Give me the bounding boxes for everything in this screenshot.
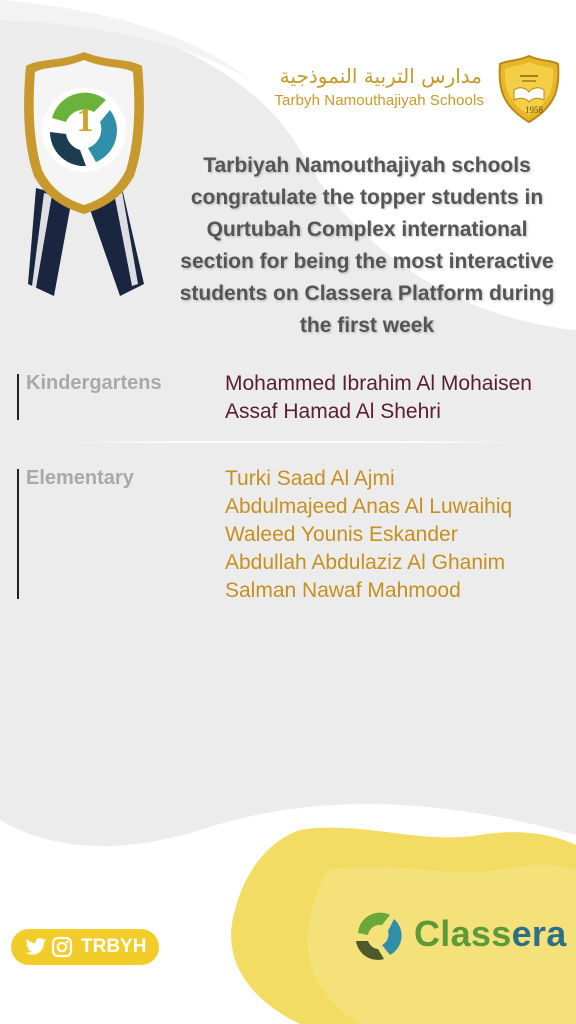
school-name-english: Tarbyh Namouthajiyah Schools — [274, 92, 484, 109]
student-name: Turki Saad Al Ajmi — [225, 467, 395, 490]
classera-logo — [350, 905, 565, 965]
student-name: Waleed Younis Eskander — [225, 523, 458, 546]
section-divider-bar — [17, 469, 19, 599]
student-name: Abdullah Abdulaziz Al Ghanim — [225, 551, 506, 574]
student-name: Salman Nawaf Mahmood — [225, 579, 461, 602]
social-handle-badge[interactable] — [11, 929, 159, 965]
instagram-icon[interactable] — [51, 936, 73, 958]
kindergarten-names — [225, 370, 532, 426]
classera-wordmark-part2: era — [511, 913, 567, 954]
medal-icon — [14, 48, 154, 298]
crest-year: 1958 — [525, 105, 543, 115]
social-handle-text: TRBYH — [81, 936, 147, 957]
congratulation-message: Tarbiyah Namouthajiyah schools congratulate the topper students in Qurtubah Complex international section for being the most interactive students on Classera Platform during the first week — [179, 154, 555, 337]
rank-number: 1 — [76, 102, 94, 139]
section-title: Kindergartens — [26, 372, 162, 394]
student-name: Mohammed Ibrahim Al Mohaisen — [225, 372, 532, 395]
twitter-icon[interactable] — [25, 937, 47, 957]
section-separator — [70, 441, 520, 443]
classera-wordmark — [414, 913, 567, 955]
classera-mark-icon — [350, 907, 408, 965]
school-logo — [248, 54, 560, 124]
student-name: Abdulmajeed Anas Al Luwaihiq — [225, 495, 513, 518]
student-name: Assaf Hamad Al Shehri — [225, 400, 441, 423]
classera-wordmark-part1: Class — [414, 913, 512, 954]
school-name-arabic: مدارس التربية النموذجية — [279, 64, 482, 88]
section-title: Elementary — [26, 467, 134, 489]
section-divider-bar — [17, 374, 19, 420]
elementary-names — [225, 465, 512, 605]
